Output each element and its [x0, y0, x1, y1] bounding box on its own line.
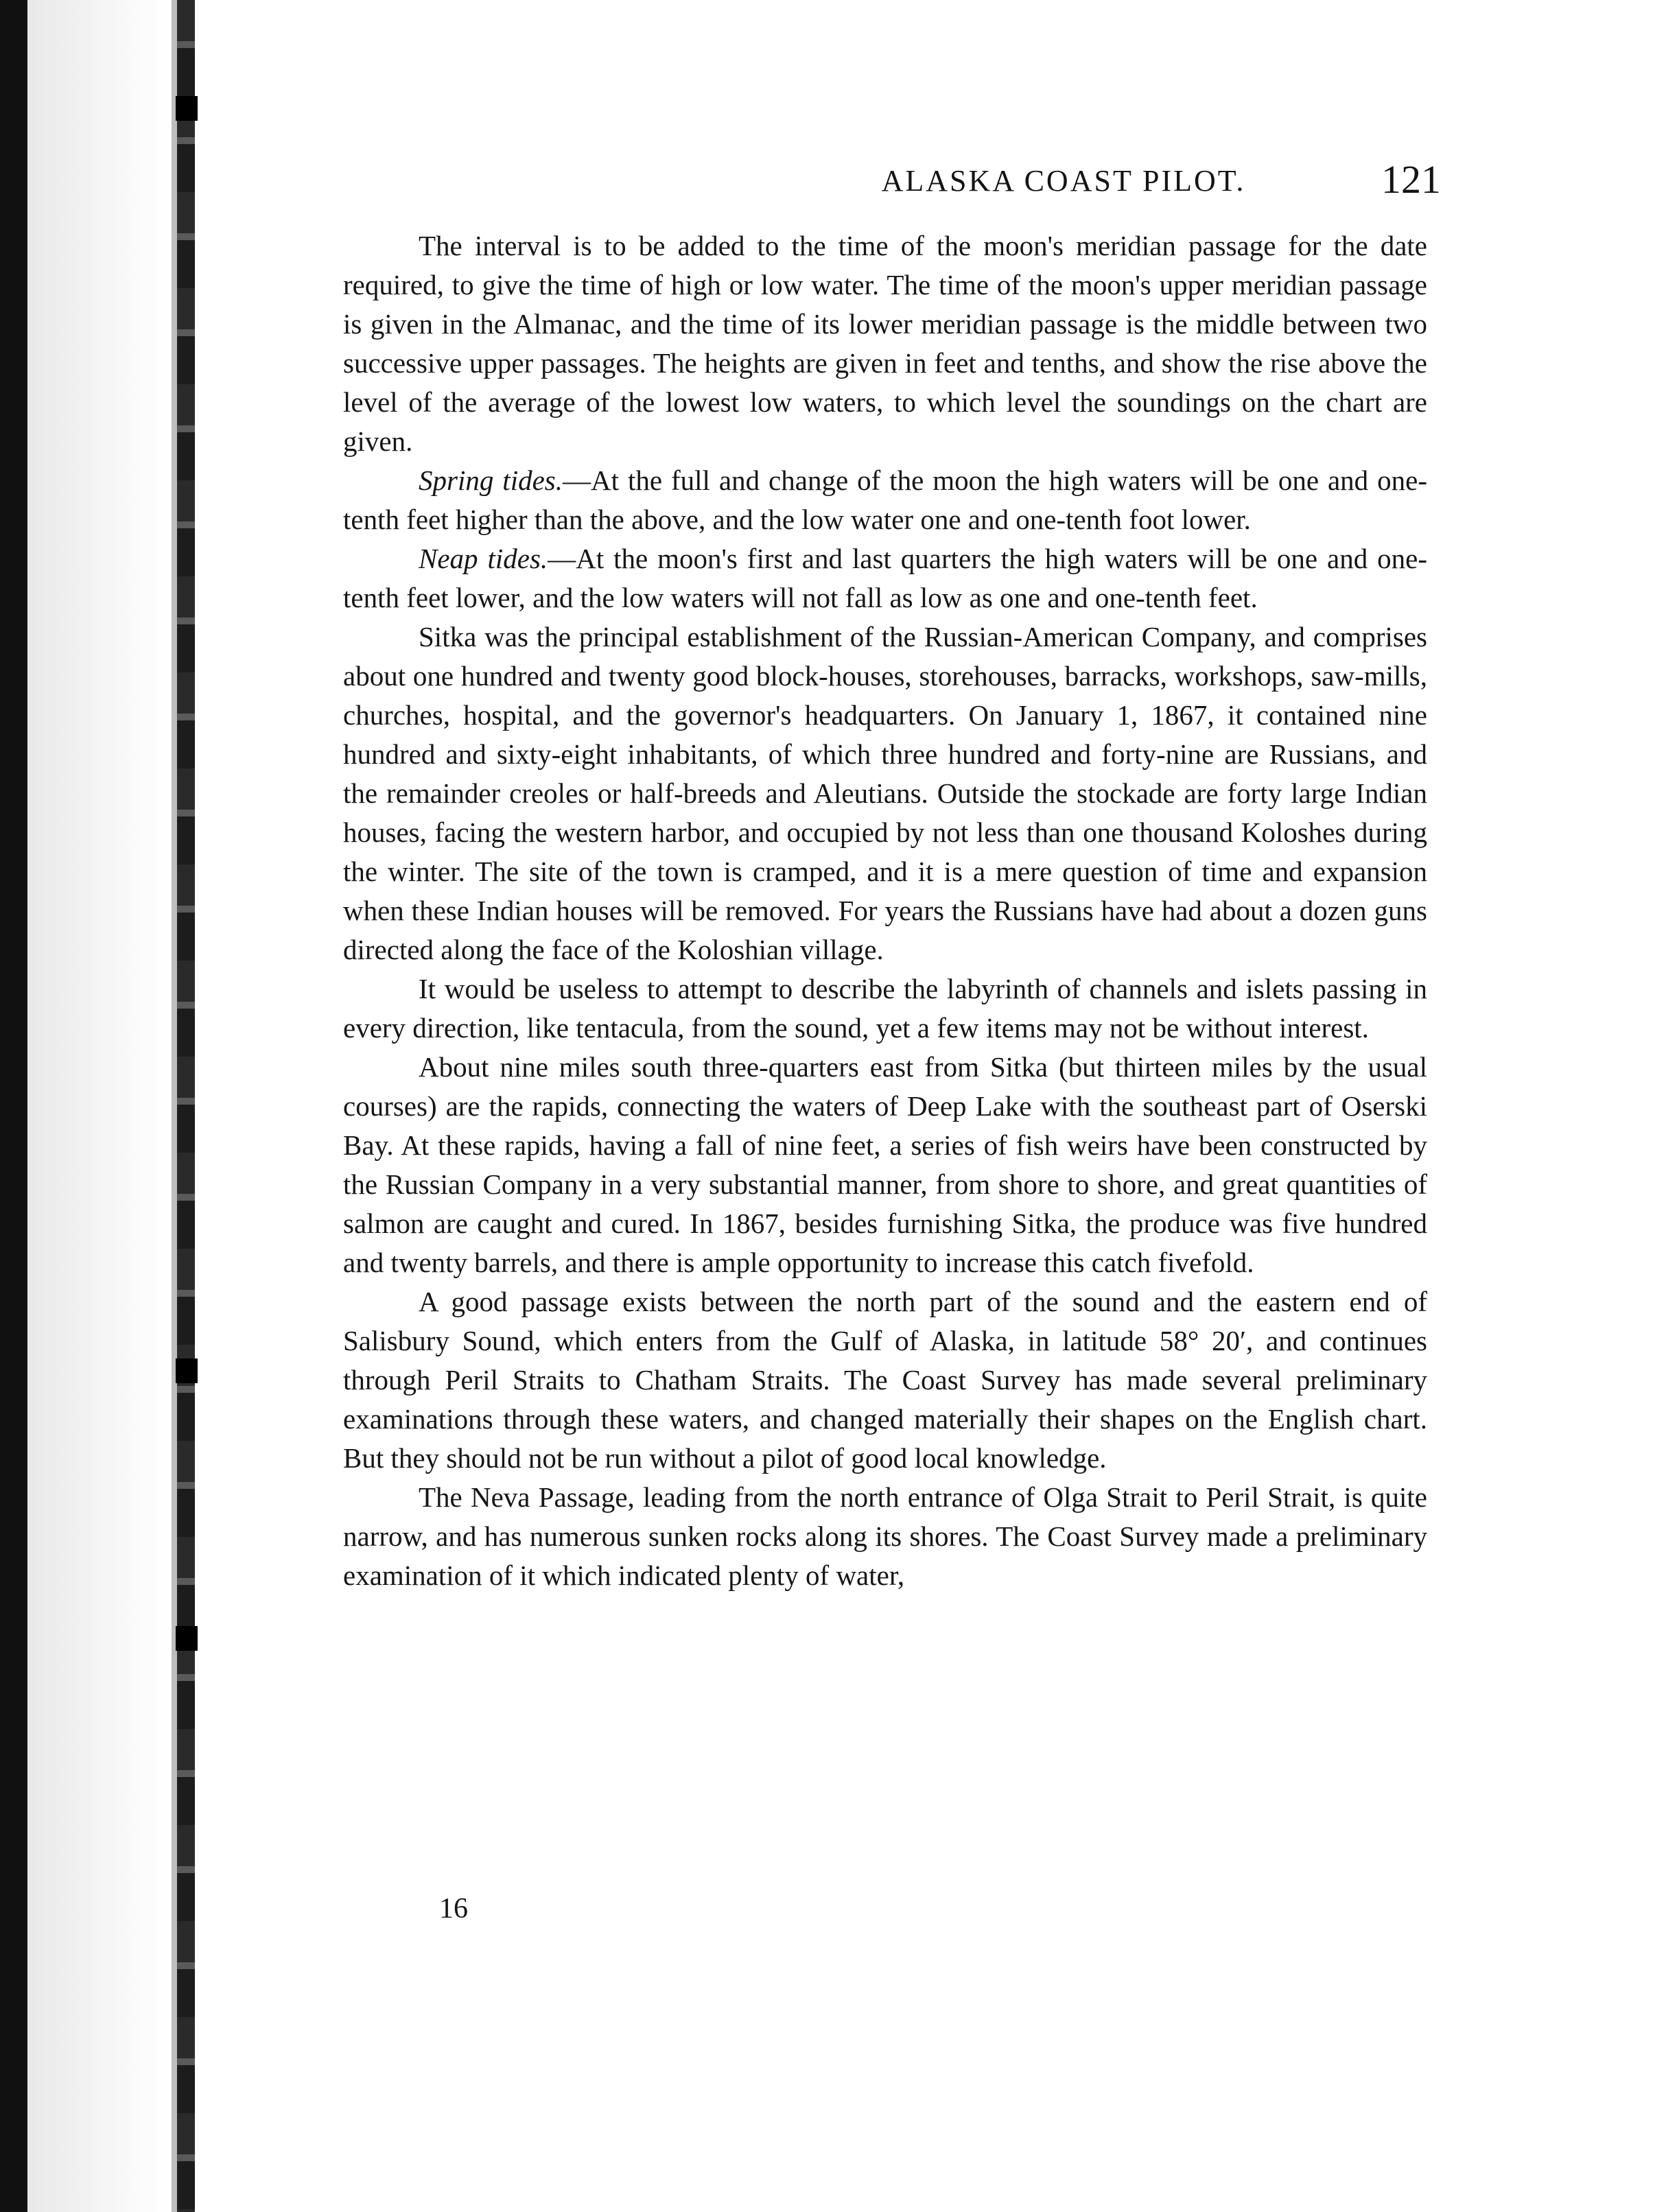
runin-heading: Neap tides.: [419, 543, 548, 574]
paragraph: [343, 461, 1427, 539]
paragraph-text: About nine miles south three-quarters east from Sitka (but thirteen miles by the usual courses) are the rapids, connecting the waters of Deep Lake with the southeast part of Oserski Bay. At these rapids, having a fall of nine feet, a series of fish weirs have been constructed by the Russian Company in a very substantial manner, from shore to shore, and great quantities of salmon are caught and cured. In 1867, besides furnishing Sitka, the produce was five hundred and twenty barrels, and there is ample opportunity to increase this catch fivefold.: [343, 1051, 1427, 1278]
paragraph-text: Sitka was the principal establishment of the Russian-American Company, and comprises about one hundred and twenty good block-houses, storehouses, barracks, workshops, saw-mills, churches, hospital, and the governor's headquarters. On January 1, 1867, it contained nine hundred and sixty-eight inhabitants, of which three hundred and forty-nine are Russians, and the remainder creoles or half-breeds and Aleutians. Outside the stockade are forty large Indian houses, facing the western harbor, and occupied by not less than one thousand Koloshes during the winter. The site of the town is cramped, and it is a mere question of time and expansion when these Indian houses will be removed. For years the Russians have had about a dozen guns directed along the face of the Koloshian village.: [343, 621, 1427, 965]
paragraph: [343, 1048, 1427, 1282]
paragraph-text: The interval is to be added to the time of the moon's meridian passage for the date required, to give the time of high or low water. The time of the moon's upper meridian passage is given in the Almanac, and the time of its lower meridian passage is the middle between two successive upper passages. The heights are given in feet and tenths, and show the rise above the level of the average of the lowest low waters, to which level the soundings on the chart are given.: [343, 230, 1427, 457]
paragraph: [343, 969, 1427, 1048]
paragraph: [343, 1282, 1427, 1478]
paragraph-text: A good passage exists between the north part of the sound and the eastern end of Salisbury Sound, which enters from the Gulf of Alaska, in latitude 58° 20′, and continues through Peril Straits to Chatham Straits. The Coast Survey has made several preliminary examinations through these waters, and changed materially their shapes on the English chart. But they should not be run without a pilot of good local knowledge.: [343, 1286, 1427, 1474]
binding-fold: [27, 0, 172, 2212]
signature-mark: 16: [439, 1893, 468, 1925]
body-text: [343, 226, 1427, 1595]
binding-shadow: [0, 0, 27, 2212]
paragraph: [343, 539, 1427, 617]
book-binding-edge: [0, 0, 206, 2212]
runin-heading: Spring tides.: [419, 464, 563, 496]
paragraph: [343, 1478, 1427, 1595]
binding-gutter: [172, 0, 177, 2212]
paragraph-text: It would be useless to attempt to describe the labyrinth of channels and islets passing in every direction, like tentacula, from the sound, yet a few items may not be without interest.: [343, 973, 1427, 1044]
paragraph: [343, 617, 1427, 969]
paragraph: [343, 226, 1427, 461]
binding-stitching: [177, 0, 195, 2212]
paragraph-text: —At the moon's first and last quarters the high waters will be one and one-tenth feet lower, and the low waters will not fall as low as one and one-tenth feet.: [343, 543, 1427, 613]
binding-thread-mark: [176, 96, 198, 121]
page-number: 121: [1381, 157, 1441, 202]
paragraph-text: The Neva Passage, leading from the north entrance of Olga Strait to Peril Strait, is quite narrow, and has numerous sunken rocks along its shores. The Coast Survey made a preliminary examination of it which indicated plenty of water,: [343, 1481, 1427, 1591]
binding-thread-mark: [176, 1626, 198, 1651]
running-head: ALASKA COAST PILOT.: [881, 164, 1246, 198]
paragraph-text: —At the full and change of the moon the high waters will be one and one-tenth feet higher than the above, and the low water one and one-tenth foot lower.: [343, 464, 1427, 535]
binding-thread-mark: [176, 1358, 198, 1383]
